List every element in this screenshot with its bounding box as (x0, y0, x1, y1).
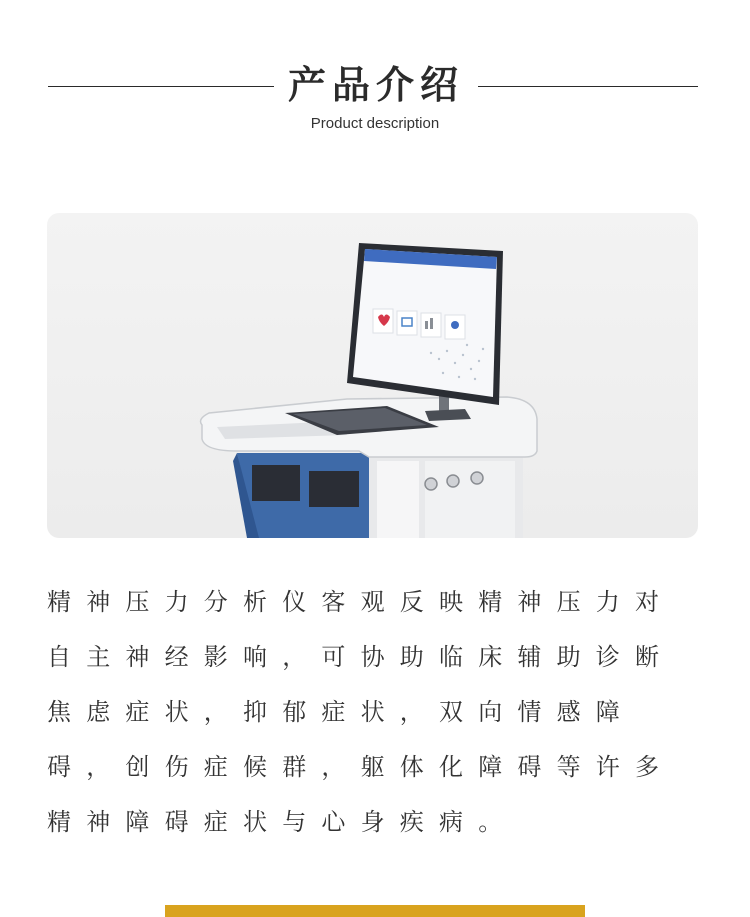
gear-icon (451, 321, 459, 329)
cart-slot (309, 471, 359, 507)
section-header (0, 55, 750, 145)
cart-slot (252, 465, 300, 501)
header-rule-right (478, 86, 698, 87)
header-rule-left (48, 86, 274, 87)
chart-icon (425, 321, 428, 329)
product-description: 精神压力分析仪客观反映精神压力对自主神经影响，可协助临床辅助诊断焦虑症状，抑郁症状，双向情感障碍，创伤症候群，躯体化障碍等许多精神障碍症状与心身疾病。 (47, 588, 675, 836)
knob (425, 478, 437, 490)
product-illustration (47, 213, 698, 538)
page-title: 产品介绍 (287, 63, 464, 107)
knob (447, 475, 459, 487)
product-image (47, 213, 698, 538)
bottom-accent-bar (165, 905, 585, 917)
knob (471, 472, 483, 484)
page-subtitle: Product description (310, 115, 440, 132)
